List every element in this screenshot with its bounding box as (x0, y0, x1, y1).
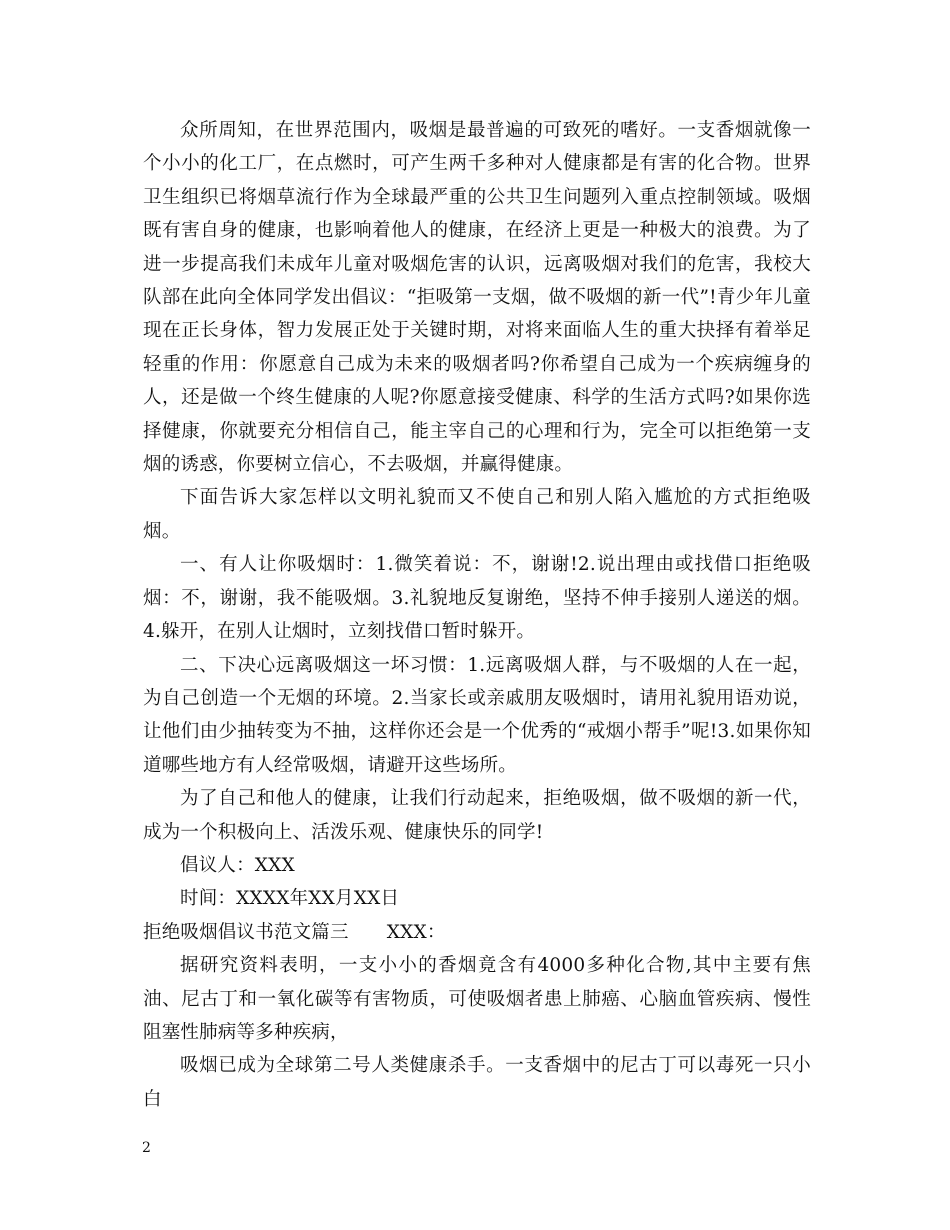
section-heading-line (143, 916, 811, 949)
paragraph-point-two: 二、下决心远离吸烟这一坏习惯：1.远离吸烟人群，与不吸烟的人在一起，为自己创造一个无烟的环境。2.当家长或亲戚朋友吸烟时，请用礼貌用语劝说，让他们由少抽转变为不抽，这样你还会是一个优秀的“戒烟小帮手”呢!3.如果你知道哪些地方有人经常吸烟，请避开这些场所。 (143, 654, 811, 776)
section-title: 拒绝吸烟倡议书范文篇三 (143, 921, 349, 943)
paragraph-health-killer: 吸烟已成为全球第二号人类健康杀手。一支香烟中的尼古丁可以毒死一只小白 (143, 1055, 811, 1110)
paragraph-closing-call: 为了自己和他人的健康，让我们行动起来，拒绝吸烟，做不吸烟的新一代，成为一个积极向上、活泼乐观、健康快乐的同学! (143, 788, 811, 843)
paragraph-point-one: 一、有人让你吸烟时：1.微笑着说：不，谢谢!2.说出理由或找借口拒绝吸烟：不，谢谢，我不能吸烟。3.礼貌地反复谢绝，坚持不伸手接别人递送的烟。4.躲开，在别人让烟时，立刻找借口暂时躲开。 (143, 554, 811, 643)
initiator-line: 倡议人：XXX (180, 854, 295, 876)
page-number: 2 (142, 1140, 151, 1156)
section-salutation: XXX： (386, 921, 446, 943)
paragraph-intro: 众所周知，在世界范围内，吸烟是最普遍的可致死的嗜好。一支香烟就像一个小小的化工厂，在点燃时，可产生两千多种对人健康都是有害的化合物。世界卫生组织已将烟草流行作为全球最严重的公共卫生问题列入重点控制领域。吸烟既有害自身的健康，也影响着他人的健康，在经济上更是一种极大的浪费。为了进一步提高我们未成年儿童对吸烟危害的认识，远离吸烟对我们的危害，我校大队部在此向全体同学发出倡议：“拒吸第一支烟，做不吸烟的新一代”!青少年儿童现在正长身体，智力发展正处于关键时期，对将来面临人生的重大抉择有着举足轻重的作用：你愿意自己成为未来的吸烟者吗?你希望自己成为一个疾病缠身的人，还是做一个终生健康的人呢?你愿意接受健康、科学的生活方式吗?如果你选择健康，你就要充分相信自己，能主宰自己的心理和行为，完全可以拒绝第一支烟的诱惑，你要树立信心，不去吸烟，并赢得健康。 (143, 120, 811, 476)
paragraph-how-to-refuse: 下面告诉大家怎样以文明礼貌而又不使自己和别人陷入尴尬的方式拒绝吸烟。 (143, 487, 811, 542)
paragraph-research: 据研究资料表明，一支小小的香烟竟含有4000多种化合物,其中主要有焦油、尼古丁和一氧化碳等有害物质，可使吸烟者患上肺癌、心脑血管疾病、慢性阻塞性肺病等多种疾病， (143, 955, 811, 1043)
date-line: 时间：XXXX年XX月XX日 (180, 888, 400, 910)
document-body (143, 114, 811, 1116)
